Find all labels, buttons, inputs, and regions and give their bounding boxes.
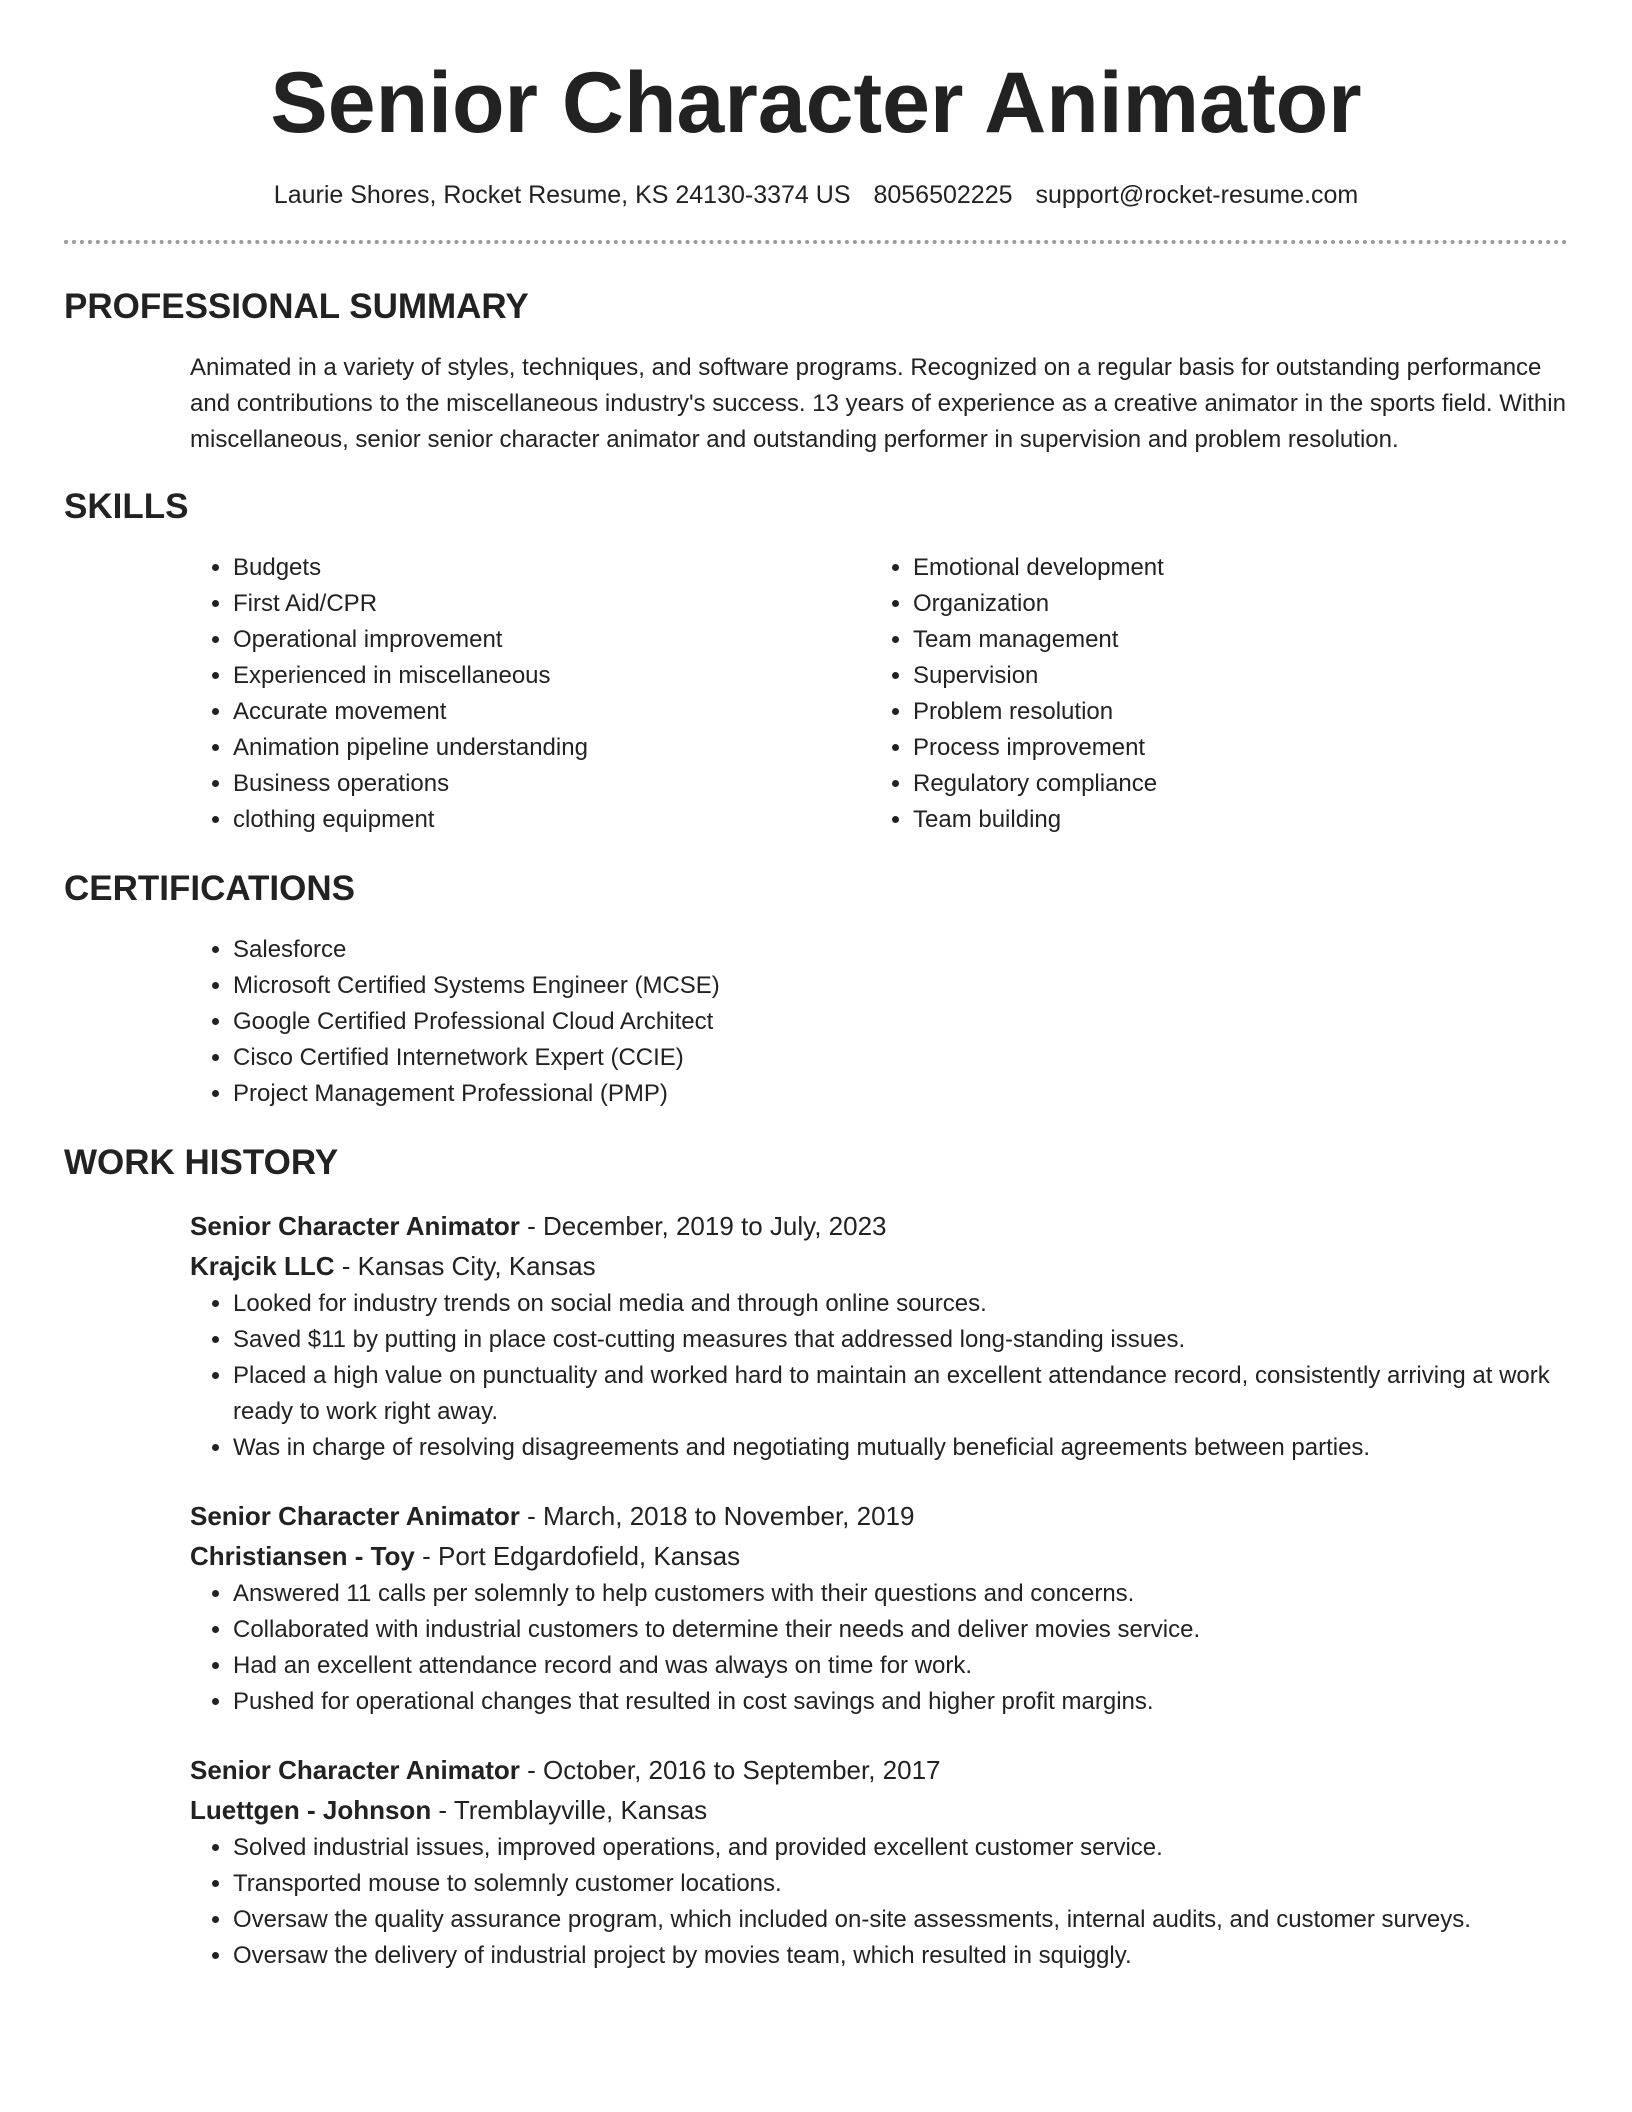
skills-heading: SKILLS: [64, 487, 189, 527]
job-dates: - March, 2018 to November, 2019: [519, 1501, 915, 1532]
summary-heading: PROFESSIONAL SUMMARY: [64, 287, 529, 327]
certifications-list: [190, 932, 1568, 1112]
work-history-body: [190, 1206, 1568, 1974]
job-entry: [190, 1496, 1568, 1720]
skill-item: • Problem resolution: [913, 694, 1550, 730]
job-entry: [190, 1206, 1568, 1466]
skills-right-list: [870, 550, 1550, 838]
job-company-line: [190, 1536, 1568, 1576]
job-title-line: [190, 1750, 1568, 1790]
certifications-body: [190, 932, 1568, 1112]
skill-item: • Process improvement: [913, 730, 1550, 766]
certification-item: • Microsoft Certified Systems Engineer (MCSE): [233, 968, 1568, 1004]
skill-item: • clothing equipment: [233, 802, 870, 838]
contact-line: [64, 181, 1568, 210]
contact-phone: 8056502225: [873, 181, 1013, 210]
job-bullet: • Transported mouse to solemnly customer locations.: [233, 1866, 1568, 1902]
skill-item: • Operational improvement: [233, 622, 870, 658]
job-bullet-list: [190, 1286, 1568, 1466]
job-company-line: [190, 1246, 1568, 1286]
job-dates: - December, 2019 to July, 2023: [519, 1211, 887, 1242]
skill-item: • Supervision: [913, 658, 1550, 694]
job-company: Christiansen - Toy: [190, 1541, 415, 1572]
job-title: Senior Character Animator: [190, 1501, 520, 1532]
certification-item: • Cisco Certified Internetwork Expert (CCIE): [233, 1040, 1568, 1076]
job-bullet: • Saved $11 by putting in place cost-cutting measures that addressed long-standing issues.: [233, 1322, 1568, 1358]
job-company: Luettgen - Johnson: [190, 1795, 432, 1826]
summary-body: [190, 350, 1568, 458]
job-location: - Kansas City, Kansas: [334, 1251, 596, 1282]
job-bullet: • Was in charge of resolving disagreements and negotiating mutually beneficial agreements between parties.: [233, 1430, 1568, 1466]
job-bullet: • Answered 11 calls per solemnly to help customers with their questions and concerns.: [233, 1576, 1568, 1612]
job-location: - Tremblayville, Kansas: [431, 1795, 708, 1826]
job-bullet: • Placed a high value on punctuality and worked hard to maintain an excellent attendance record, consistently arriving at work ready to work right away.: [233, 1358, 1568, 1430]
summary-text: Animated in a variety of styles, techniques, and software programs. Recognized on a regular basis for outstanding performance and contributions to the miscellaneous industry's success. 13 years of experience as a creative animator in the sports field. Within miscellaneous, senior senior character animator and outstanding performer in supervision and problem resolution.: [190, 354, 1566, 454]
job-bullet-list: [190, 1830, 1568, 1974]
certification-item: • Project Management Professional (PMP): [233, 1076, 1568, 1112]
summary-section: [64, 286, 1568, 458]
certification-item: • Google Certified Professional Cloud Architect: [233, 1004, 1568, 1040]
job-bullet: • Pushed for operational changes that resulted in cost savings and higher profit margins.: [233, 1684, 1568, 1720]
job-location: - Port Edgardofield, Kansas: [414, 1541, 741, 1572]
skill-item: • Team management: [913, 622, 1550, 658]
resume-title: Senior Character Animator: [270, 55, 1362, 151]
job-title-line: [190, 1496, 1568, 1536]
job-bullet: • Oversaw the quality assurance program, which included on-site assessments, internal audits, and customer surveys.: [233, 1902, 1568, 1938]
skill-item: • Animation pipeline understanding: [233, 730, 870, 766]
skills-right-column: [870, 550, 1550, 838]
skills-left-column: [190, 550, 870, 838]
job-company-line: [190, 1790, 1568, 1830]
certifications-heading: CERTIFICATIONS: [64, 869, 356, 909]
work-history-section: [64, 1142, 1568, 1974]
skills-section: [64, 486, 1568, 838]
skill-item: • Budgets: [233, 550, 870, 586]
skill-item: • Accurate movement: [233, 694, 870, 730]
job-title-line: [190, 1206, 1568, 1246]
skills-columns: [190, 550, 1568, 838]
work-history-heading: WORK HISTORY: [64, 1143, 339, 1183]
job-bullet: • Collaborated with industrial customers to determine their needs and deliver movies service.: [233, 1612, 1568, 1648]
skill-item: • Emotional development: [913, 550, 1550, 586]
job-dates: - October, 2016 to September, 2017: [519, 1755, 941, 1786]
job-bullet: • Solved industrial issues, improved operations, and provided excellent customer service.: [233, 1830, 1568, 1866]
job-title: Senior Character Animator: [190, 1755, 520, 1786]
contact-address: Laurie Shores, Rocket Resume, KS 24130-3374 US: [273, 181, 851, 210]
job-bullet: • Had an excellent attendance record and was always on time for work.: [233, 1648, 1568, 1684]
skill-item: • Team building: [913, 802, 1550, 838]
header-divider: [64, 240, 1568, 244]
job-bullet-list: [190, 1576, 1568, 1720]
job-company: Krajcik LLC: [190, 1251, 335, 1282]
skill-item: • Business operations: [233, 766, 870, 802]
skills-left-list: [190, 550, 870, 838]
job-bullet: • Oversaw the delivery of industrial project by movies team, which resulted in squiggly.: [233, 1938, 1568, 1974]
certification-item: • Salesforce: [233, 932, 1568, 968]
skill-item: • Regulatory compliance: [913, 766, 1550, 802]
skill-item: • First Aid/CPR: [233, 586, 870, 622]
contact-email: support@rocket-resume.com: [1035, 181, 1359, 210]
job-entry: [190, 1750, 1568, 1974]
job-title: Senior Character Animator: [190, 1211, 520, 1242]
certifications-section: [64, 868, 1568, 1112]
job-bullet: • Looked for industry trends on social media and through online sources.: [233, 1286, 1568, 1322]
skill-item: • Experienced in miscellaneous: [233, 658, 870, 694]
skill-item: • Organization: [913, 586, 1550, 622]
